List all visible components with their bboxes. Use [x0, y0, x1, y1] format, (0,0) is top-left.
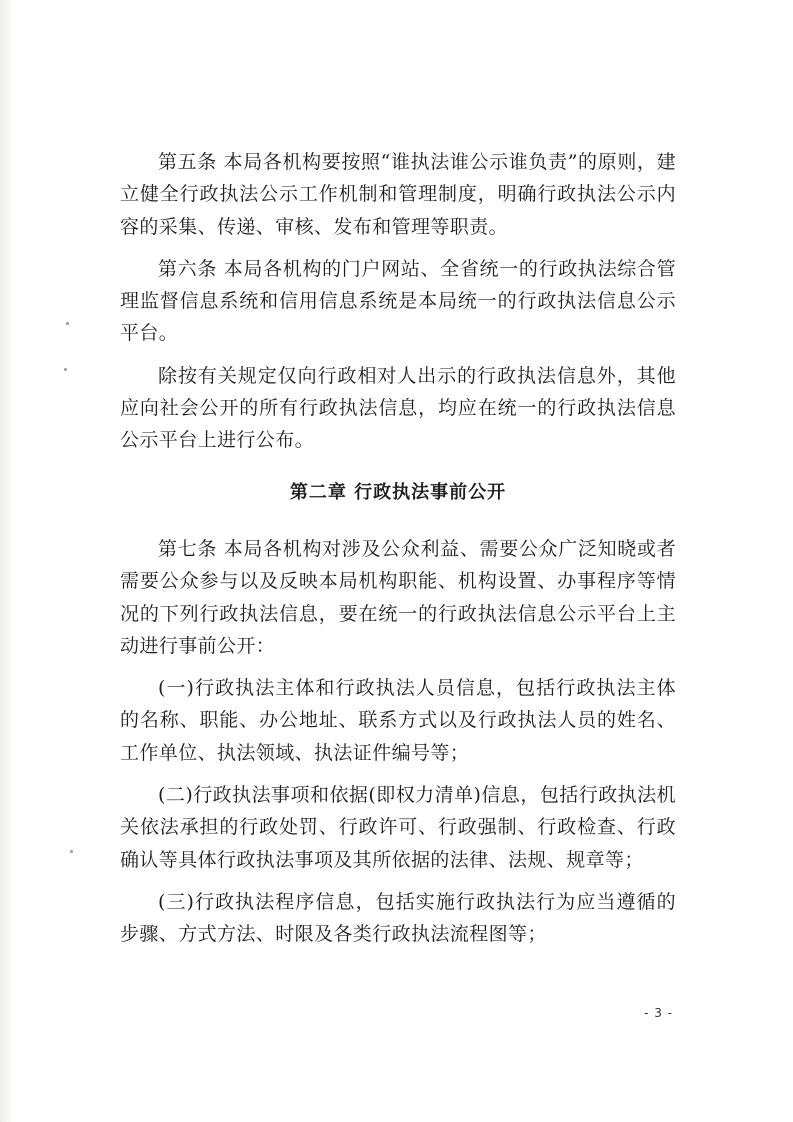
document-body — [120, 146, 676, 961]
article-7-item-1: (一)行政执法主体和行政执法人员信息，包括行政执法主体的名称、职能、办公地址、联系方式以及行政执法人员的姓名、工作单位、执法领域、执法证件编号等； — [120, 677, 676, 764]
page-number: - 3 - — [644, 1006, 673, 1020]
scan-speck — [66, 322, 69, 325]
scan-speck — [64, 368, 67, 371]
article-6-supplement: 除按有关规定仅向行政相对人出示的行政执法信息外，其他应向社会公开的所有行政执法信息，均应在统一的行政执法信息公示平台上进行公布。 — [120, 364, 676, 452]
chapter-heading: 第二章 行政执法事前公开 — [289, 481, 507, 503]
scan-speck — [70, 850, 73, 853]
article-7-item-3: (三)行政执法程序信息，包括实施行政执法行为应当遵循的步骤、方式方法、时限及各类行政执法流程图等； — [120, 890, 676, 946]
scan-edge-shadow — [0, 0, 14, 1122]
article-7-item-2: (二)行政执法事项和依据(即权力清单)信息，包括行政执法机关依法承担的行政处罚、行政许可、行政强制、行政检查、行政确认等具体行政执法事项及其所依据的法律、法规、规章等； — [120, 784, 676, 871]
article-6: 第六条 本局各机构的门户网站、全省统一的行政执法综合管理监督信息系统和信用信息系统是本局统一的行政执法信息公示平台。 — [120, 257, 676, 345]
article-5: 第五条 本局各机构要按照“谁执法谁公示谁负责”的原则，建立健全行政执法公示工作机制和管理制度，明确行政执法公示内容的采集、传递、审核、发布和管理等职责。 — [120, 151, 676, 238]
article-7: 第七条 本局各机构对涉及公众利益、需要公众广泛知晓或者需要公众参与以及反映本局机构职能、机构设置、办事程序等情况的下列行政执法信息，要在统一的行政执法信息公示平台上主动进行事前公开： — [120, 537, 676, 657]
